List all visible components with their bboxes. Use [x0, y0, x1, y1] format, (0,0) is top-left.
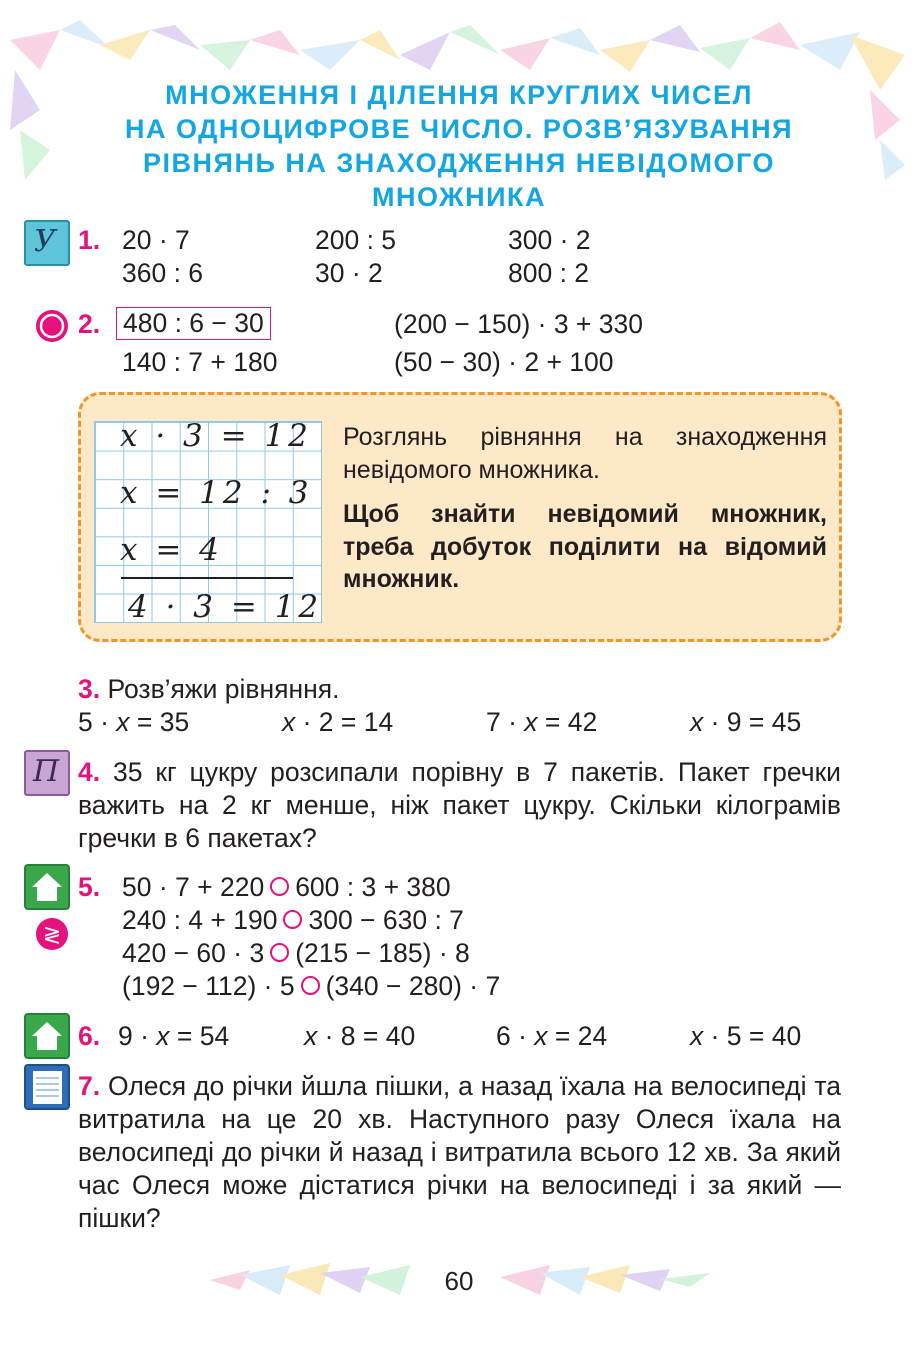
page-number: 60: [444, 1266, 474, 1296]
notebook-icon: [24, 1064, 70, 1110]
handwritten-equation: x · 3 = 12: [120, 418, 312, 454]
compare-sign-icon: [35, 917, 69, 951]
ex2-boxed-expression: 480 : 6 − 30: [116, 307, 271, 340]
exercise-3-text: Розв’яжи рівняння.: [107, 674, 340, 704]
exercise-4-number: 4.: [78, 757, 101, 787]
title-line: МНОЖНИКА: [372, 182, 546, 212]
handwritten-equation: x = 12 : 3: [120, 475, 313, 511]
ex2-expression: 140 : 7 + 180: [122, 347, 278, 377]
ex6-equation: x · 5 = 40: [690, 1021, 802, 1051]
ex5-comparison-row: 50 · 7 + 220 600 : 3 + 380: [122, 872, 451, 902]
ex6-equation: 9 · x = 54: [118, 1021, 230, 1051]
pink-circle-icon: [34, 308, 70, 344]
written-p-icon: [24, 750, 70, 796]
exercise-7: [78, 1070, 841, 1235]
oral-u-icon: [24, 220, 70, 266]
compare-blank-circle[interactable]: [283, 910, 302, 929]
house-icon: [24, 864, 70, 910]
compare-sign-symbol: ≷: [42, 923, 62, 948]
compare-blank-circle[interactable]: [301, 976, 320, 995]
exercise-4: [78, 756, 841, 855]
ex1-item: 360 : 6: [122, 258, 204, 288]
exercise-7-number: 7.: [78, 1071, 101, 1101]
ex5-comparison-row: (192 − 112) · 5 (340 − 280) · 7: [122, 971, 501, 1001]
exercise-6-number: 6.: [78, 1021, 101, 1051]
exercise-5-number: 5.: [78, 872, 101, 902]
ex1-item: 30 · 2: [315, 258, 383, 288]
ex3-equation: x · 2 = 14: [282, 707, 394, 737]
ex2-expression: (200 − 150) · 3 + 330: [394, 309, 643, 339]
ex2-expression: (50 − 30) · 2 + 100: [394, 347, 614, 377]
ex3-equation: 5 · x = 35: [78, 707, 190, 737]
check-divider-line: [121, 577, 293, 579]
exercise-4-text: 35 кг цукру розсипали порівну в 7 пакетів. Пакет гречки важить на 2 кг менше, ніж пакет цукру. Скільки кілограмів гречки в 6 пакетах?: [78, 757, 841, 853]
rule-intro: Розглянь рівняння на знаходження невідомого множника.: [343, 423, 827, 484]
page-title: [0, 78, 918, 214]
ex1-item: 20 · 7: [122, 225, 190, 255]
compare-blank-circle[interactable]: [270, 943, 289, 962]
exercise-1-number: 1.: [78, 225, 101, 255]
ex6-equation: x · 8 = 40: [304, 1021, 416, 1051]
ex6-equation: 6 · x = 24: [496, 1021, 608, 1051]
oral-u-icon-letter: У: [34, 224, 56, 259]
exercise-2-number: 2.: [78, 309, 101, 339]
written-p-icon-letter: П: [33, 754, 60, 789]
ex1-item: 200 : 5: [315, 225, 397, 255]
ex3-equation: 7 · x = 42: [486, 707, 598, 737]
handwritten-equation: 4 · 3 = 12: [128, 589, 323, 625]
title-line: НА ОДНОЦИФРОВЕ ЧИСЛО. РОЗВ’ЯЗУВАННЯ: [124, 114, 794, 144]
house-icon: [24, 1013, 70, 1059]
exercise-3-number: 3.: [78, 674, 101, 704]
ex5-comparison-row: 240 : 4 + 190 300 − 630 : 7: [122, 905, 464, 935]
rule-statement: Щоб знайти невідомий множник, треба добуток поділити на відомий множник.: [343, 500, 827, 593]
title-line: МНОЖЕННЯ І ДІЛЕННЯ КРУГЛИХ ЧИСЕЛ: [165, 80, 753, 110]
handwritten-equation: x = 4: [120, 532, 223, 568]
title-line: РІВНЯНЬ НА ЗНАХОДЖЕННЯ НЕВІДОМОГО: [143, 148, 775, 178]
compare-blank-circle[interactable]: [270, 877, 289, 896]
rule-text: [343, 421, 827, 596]
ex1-item: 800 : 2: [508, 258, 590, 288]
exercise-7-text: Олеся до річки йшла пішки, а назад їхала на велосипеді та витратила на це 20 хв. Наступного разу Олеся їхала на велосипеді до річки й назад і витратила всього 12 хв. За який час Олеся може дістатися річки на велосипеді і за який — пішки?: [78, 1071, 842, 1233]
ex1-item: 300 · 2: [508, 225, 591, 255]
exercise-3-header: [78, 673, 339, 706]
ex5-comparison-row: 420 − 60 · 3 (215 − 185) · 8: [122, 938, 470, 968]
ex3-equation: x · 9 = 45: [690, 707, 802, 737]
